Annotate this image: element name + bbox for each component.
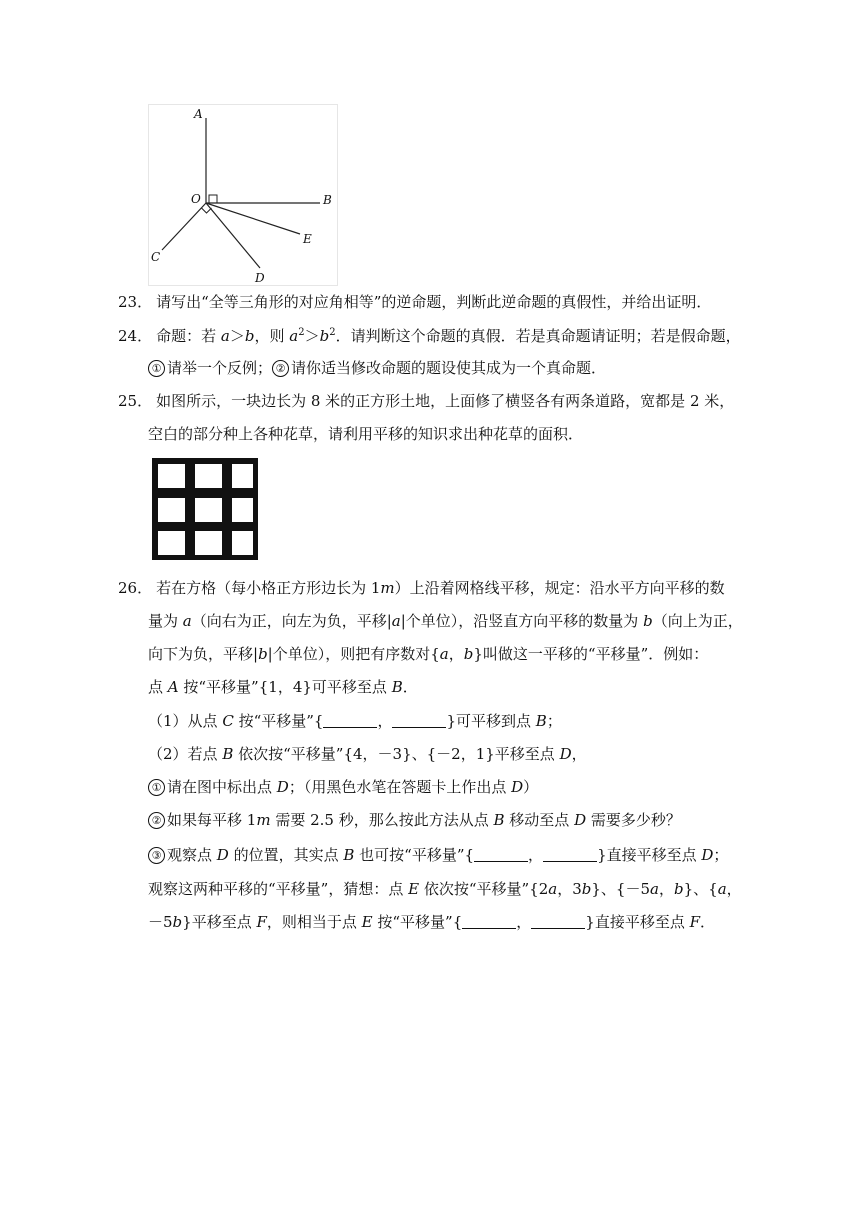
question-25-line2 [148,424,583,444]
text: （1）从点 [148,712,223,730]
text: 请在图中标出点 [167,778,277,796]
text: ；（用黑色水笔在答题卡上作出点 [288,778,512,796]
text: （向右为正，向左为负，平移| [191,612,392,630]
question-number: 25． [118,392,153,410]
grass-plot [195,531,222,555]
text: 命题：若 [156,327,221,345]
var-a: a [439,645,449,663]
var-a: a [650,880,659,898]
text: ） [523,778,539,796]
text: 请举一个反例； [167,359,273,377]
text: ）上沿着网格线平移，规定：沿水平方向平移的数 [394,579,725,597]
text: }、{ [683,880,718,898]
point-b: B [493,811,505,829]
circled-3: ③ [148,847,165,864]
point-b: B [222,745,234,763]
point-d: D [559,745,572,763]
text: ， [516,913,532,931]
text: }可平移到点 [446,712,536,730]
grass-plot [232,531,253,555]
point-b: B [535,712,547,730]
exponent: 2 [329,327,336,338]
text: ． [402,678,418,696]
var-b: b [463,645,474,663]
square-field-figure [152,458,258,560]
label-o: O [191,192,201,206]
label-e: E [303,232,312,246]
circled-1: ① [148,779,165,796]
point-b: B [391,678,403,696]
answer-blank[interactable] [392,713,446,728]
text: 需要多少秒？ [586,811,681,829]
text: ． [700,913,716,931]
question-26-part2-3 [148,845,728,865]
question-number: 26． [118,579,153,597]
question-26-line4 [148,677,418,697]
var-b: b [258,645,268,663]
circled-1: ① [148,360,165,377]
point-c: C [222,712,234,730]
text: 向下为负，平移| [148,645,259,663]
var-a: a [548,880,558,898]
text: }直接平移至点 [597,846,702,864]
text: 量为 [148,612,183,630]
unit-m: m [380,579,395,597]
question-26-part2 [148,744,587,764]
text: ， [528,846,544,864]
text: ， [726,880,742,898]
question-26-line3 [148,644,708,664]
label-c: C [151,250,161,264]
answer-blank[interactable] [531,914,585,929]
unit-m: m [256,811,271,829]
text: 观察这两种平移的“平移量”，猜想：点 [148,880,409,898]
text: ，3 [557,880,582,898]
grass-plot [158,498,185,522]
question-26-line2 [148,611,743,631]
text: （向上为正， [652,612,743,630]
question-24-line2 [148,358,606,378]
text: }叫做这一平移的“平移量”．例如： [473,645,709,663]
var-b: b [643,612,653,630]
point-d: D [701,846,714,864]
text: 按“平移量”{ [372,913,463,931]
var-a: a [391,612,401,630]
question-number: 24． [118,327,153,345]
var-b: b [172,913,183,931]
question-26-part2-3-line3 [148,912,715,932]
text: |个单位），沿竖直方向平移的数量为 [400,612,644,630]
question-23 [118,292,711,312]
point-a: A [167,678,179,696]
grass-plot [158,464,185,488]
grass-plot [195,464,222,488]
point-f: F [256,913,267,931]
text: }直接平移至点 [585,913,690,931]
text: 如果每平移 1 [167,811,257,829]
question-text: 空白的部分种上各种花草，请利用平移的知识求出种花草的面积． [148,425,584,443]
grass-plot [232,464,253,488]
point-f: F [689,913,701,931]
question-24 [118,326,741,346]
text: |个单位），则把有序数对{ [267,645,440,663]
var-b: b [244,327,255,345]
ray-oe [206,203,300,234]
text: 依次按“平移量”{4，－3}、{－2，1}平移至点 [233,745,560,763]
point-e: E [361,913,373,931]
point-e: E [408,880,420,898]
text: 移动至点 [504,811,575,829]
var-b: b [581,880,592,898]
question-26 [118,578,725,598]
label-a: A [194,107,203,121]
ray-od [206,203,260,268]
text: 按“平移量”{ [233,712,324,730]
answer-blank[interactable] [543,847,597,862]
text: 请你适当修改命题的题设使其成为一个真命题． [291,359,607,377]
answer-blank[interactable] [474,847,528,862]
question-26-part1 [148,711,562,731]
circled-2: ② [148,812,165,829]
text: （2）若点 [148,745,223,763]
text: 需要 2.5 秒，那么按此方法从点 [270,811,494,829]
text: ＞ [304,327,320,345]
text: 也可按“平移量”{ [354,846,475,864]
question-text: 如图所示，一块边长为 8 米的正方形土地，上面修了横竖各有两条道路，宽都是 2 米， [156,392,735,410]
grass-plot [232,498,253,522]
question-number: 23． [118,293,153,311]
point-d: D [511,778,524,796]
text: ，则相当于点 [266,913,362,931]
text: 的位置，其实点 [228,846,344,864]
text: ， [448,645,464,663]
answer-blank[interactable] [462,914,516,929]
var-b: b [319,327,330,345]
point-b: B [343,846,355,864]
question-text: 请写出“全等三角形的对应角相等”的逆命题，判断此逆命题的真假性，并给出证明． [156,293,712,311]
text: －5 [148,913,173,931]
text: ＞ [229,327,245,345]
text: 若在方格（每小格正方形边长为 1 [156,579,381,597]
question-26-part2-1 [148,777,538,797]
label-b: B [323,193,332,207]
var-a: a [289,327,299,345]
text: ； [546,712,562,730]
text: ， [658,880,674,898]
grass-plot [158,531,185,555]
right-angle-mark-aob [209,195,217,203]
text: ．请判断这个命题的真假．若是真命题请证明；若是假命题， [335,327,741,345]
point-d: D [216,846,229,864]
label-d: D [255,271,265,285]
text: ， [571,745,587,763]
text: 观察点 [167,846,217,864]
point-d: D [276,778,289,796]
text: ， [377,712,393,730]
angle-figure [148,104,338,286]
answer-blank[interactable] [323,713,377,728]
question-26-part2-2 [148,810,681,830]
text: ，则 [254,327,290,345]
var-a: a [220,327,230,345]
text: }、{－5 [591,880,651,898]
question-26-part2-3-line2 [148,879,742,899]
question-25 [118,391,734,411]
grass-plot [195,498,222,522]
text: 点 [148,678,168,696]
point-d: D [574,811,587,829]
var-b: b [673,880,684,898]
circled-2: ② [272,360,289,377]
text: 按“平移量”{1，4}可平移至点 [178,678,392,696]
ray-oc [162,203,206,250]
text: ； [713,846,729,864]
text: 依次按“平移量”{2 [419,880,549,898]
exponent: 2 [298,327,305,338]
text: }平移至点 [182,913,257,931]
var-a: a [182,612,192,630]
var-a: a [717,880,727,898]
